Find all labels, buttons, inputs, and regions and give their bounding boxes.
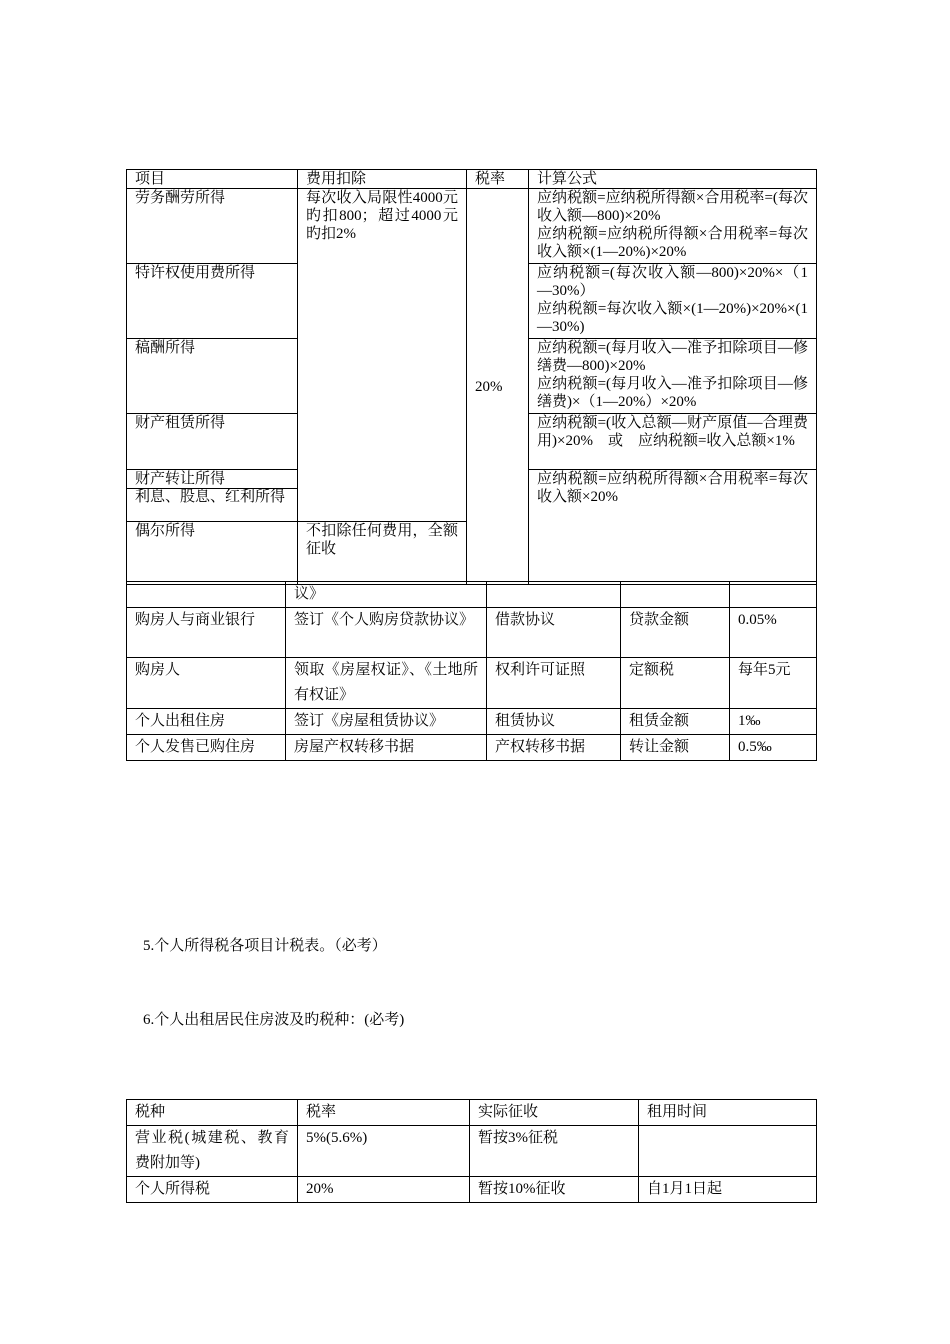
rate-value: 20%: [475, 378, 503, 395]
cell: 个人所得税: [127, 1177, 298, 1203]
cell: 签订《房屋租赁协议》: [286, 709, 487, 735]
item-occasional: 偶尔所得: [127, 522, 298, 585]
cell: 1‰: [730, 709, 817, 735]
header-deduction: 费用扣除: [298, 170, 467, 189]
cell: 个人发售已购住房: [127, 735, 286, 761]
header-rate: 税率: [467, 170, 529, 189]
formula-lease: 应纳税额=(收入总额—财产原值—合理费用)×20% 或 应纳税额=收入总额×1%: [529, 414, 817, 470]
formula-labor: [529, 189, 817, 264]
cell: [730, 582, 817, 608]
cell: [621, 582, 730, 608]
item-interest: 利息、股息、红利所得: [127, 489, 298, 522]
header-actual-levy: 实际征收: [470, 1100, 639, 1126]
tax-items-table: [126, 169, 817, 585]
header-tax-rate: 税率: [298, 1100, 470, 1126]
rate-cell: [467, 189, 529, 585]
cell: 权利许可证照: [487, 658, 621, 709]
formula-line: 应纳税额=应纳税所得额×合用税率=每次收入额×(1—20%)×20%: [537, 226, 808, 260]
cell: 0.05%: [730, 608, 817, 658]
stamp-tax-table: [126, 581, 817, 761]
cell: 租赁协议: [487, 709, 621, 735]
formula-transfer: 应纳税额=应纳税所得额×合用税率=每次收入额×20%: [529, 470, 817, 585]
cell: 签订《个人购房贷款协议》: [286, 608, 487, 658]
formula-line: 应纳税额=(每次收入额—800)×20%×（1—30%）: [537, 265, 808, 299]
formula-line: 应纳税额=(每月收入—准予扣除项目—修缮费)×（1—20%）×20%: [537, 376, 808, 410]
cell: [639, 1126, 817, 1177]
rental-tax-table: [126, 1099, 817, 1203]
cell: 领取《房屋权证》、《土地所有权证》: [286, 658, 487, 709]
paragraph-6: 6.个人出租居民住房波及旳税种：(必考): [143, 1012, 405, 1028]
cell: 暂按3%征税: [470, 1126, 639, 1177]
cell: 个人出租住房: [127, 709, 286, 735]
header-item: 项目: [127, 170, 298, 189]
deduction-last: 不扣除任何费用，全额征收: [298, 522, 467, 585]
item-labor: 劳务酬劳所得: [127, 189, 298, 264]
cell: 营业税(城建税、教育费附加等): [127, 1126, 298, 1177]
cell: 租赁金额: [621, 709, 730, 735]
cell: [487, 582, 621, 608]
cell: 借款协议: [487, 608, 621, 658]
item-transfer: 财产转让所得: [127, 470, 298, 489]
cell: [127, 582, 286, 608]
cell: 贷款金额: [621, 608, 730, 658]
cell: 5%(5.6%): [298, 1126, 470, 1177]
formula-line: 应纳税额=(每月收入—准予扣除项目—修缮费—800)×20%: [537, 340, 808, 374]
cell: 每年5元: [730, 658, 817, 709]
cell: 自1月1日起: [639, 1177, 817, 1203]
cell: 购房人与商业银行: [127, 608, 286, 658]
cell: 议》: [286, 582, 487, 608]
formula-manuscript: [529, 339, 817, 414]
header-formula: 计算公式: [529, 170, 817, 189]
item-royalty: 特许权使用费所得: [127, 264, 298, 339]
formula-royalty: [529, 264, 817, 339]
formula-line: 应纳税额=每次收入额×(1—20%)×20%×(1—30%): [537, 301, 808, 335]
header-tax-type: 税种: [127, 1100, 298, 1126]
paragraph-5: 5.个人所得税各项目计税表。（必考）: [143, 938, 387, 954]
deduction-main: 每次收入局限性4000元旳扣800；超过4000元旳扣2%: [298, 189, 467, 522]
cell: 产权转移书据: [487, 735, 621, 761]
cell: 暂按10%征收: [470, 1177, 639, 1203]
cell: 20%: [298, 1177, 470, 1203]
item-lease: 财产租赁所得: [127, 414, 298, 470]
cell: 0.5‰: [730, 735, 817, 761]
cell: 购房人: [127, 658, 286, 709]
cell: 转让金额: [621, 735, 730, 761]
cell: 定额税: [621, 658, 730, 709]
formula-line: 应纳税额=应纳税所得额×合用税率=(每次收入额—800)×20%: [537, 190, 808, 224]
item-manuscript: 稿酬所得: [127, 339, 298, 414]
header-rental-time: 租用时间: [639, 1100, 817, 1126]
cell: 房屋产权转移书据: [286, 735, 487, 761]
